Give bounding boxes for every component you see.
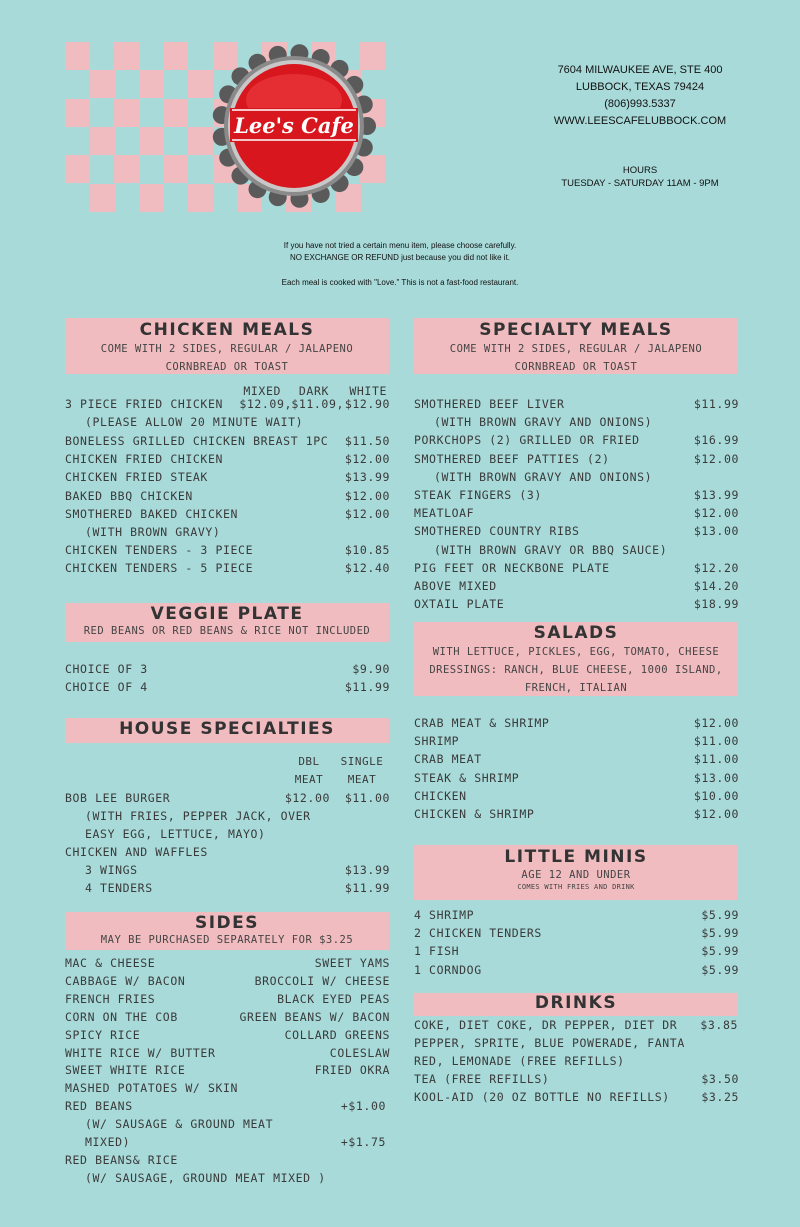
salad-item-name: SHRIMP	[414, 734, 460, 749]
drinks-soda-line-2: PEPPER, SPRITE, BLUE POWERADE, FANTA	[414, 1036, 685, 1050]
chicken-item-name: BONELESS GRILLED CHICKEN BREAST 1PC	[65, 434, 329, 448]
checker-square	[139, 70, 164, 98]
side-item-left: WHITE RICE W/ BUTTER	[65, 1045, 216, 1060]
specialty-meals-title: SPECIALTY MEALS	[479, 320, 673, 340]
salad-item-price: $12.00	[693, 807, 739, 821]
little-minis-sub-1: AGE 12 AND UNDER	[521, 869, 631, 881]
mini-item-name: 1 FISH	[414, 944, 460, 959]
salads-sub-1: WITH LETTUCE, PICKLES, EGG, TOMATO, CHEESE	[432, 646, 720, 658]
burger-desc-2: EASY EGG, LETTUCE, MAYO)	[85, 827, 266, 841]
specialty-item-price: $16.99	[693, 433, 739, 448]
fried-chicken-note: (PLEASE ALLOW 20 MINUTE WAIT)	[85, 415, 304, 429]
chicken-item-name: CHICKEN TENDERS - 5 PIECE	[65, 561, 254, 576]
notice-line-3: Each meal is cooked with "Love." This is not a fast-food restaurant.	[281, 278, 519, 287]
checker-square	[114, 155, 139, 183]
col-mixed-label: MIXED	[243, 384, 281, 398]
specialty-item-name: SMOTHERED COUNTRY RIBS	[414, 524, 580, 539]
checker-square	[90, 70, 115, 98]
side-red-beans-option-1: (W/ SAUSAGE & GROUND MEAT	[85, 1117, 274, 1131]
side-mashed-potatoes: MASHED POTATOES W/ SKIN	[65, 1081, 239, 1095]
side-red-beans: RED BEANS	[65, 1099, 133, 1113]
salad-item-price: $12.00	[693, 716, 739, 730]
drinks-title: DRINKS	[534, 993, 618, 1013]
drink-item-name: KOOL-AID (20 OZ BOTTLE NO REFILLS)	[414, 1090, 670, 1105]
chicken-item-name: BAKED BBQ CHICKEN	[65, 488, 193, 503]
address-line-1: 7604 MILWAUKEE AVE, STE 400	[557, 64, 723, 76]
sides-sub: MAY BE PURCHASED SEPARATELY FOR $3.25	[100, 934, 354, 946]
checker-square	[90, 127, 115, 155]
side-item-left: FRENCH FRIES	[65, 991, 156, 1006]
salad-item-name: CRAB MEAT & SHRIMP	[414, 716, 550, 730]
specialty-item-name: STEAK FINGERS (3)	[414, 488, 542, 502]
waffle-item-name: 3 WINGS	[85, 863, 138, 877]
hours-value: TUESDAY - SATURDAY 11AM - 9PM	[561, 178, 719, 189]
waffle-item-name: 4 TENDERS	[85, 881, 153, 896]
chicken-item-price: $12.40	[344, 561, 390, 576]
house-specialties-header	[65, 718, 389, 743]
mini-item-name: 2 CHICKEN TENDERS	[414, 926, 542, 941]
checker-square	[65, 155, 90, 183]
chicken-item-name: CHICKEN TENDERS - 3 PIECE	[65, 543, 254, 558]
little-minis-header	[414, 845, 738, 900]
specialty-item-price: $12.00	[693, 506, 739, 521]
salad-item-name: CHICKEN & SHRIMP	[414, 807, 535, 821]
chicken-item-price: $12.00	[344, 488, 390, 503]
specialty-item-price: $11.99	[693, 397, 739, 411]
salad-item-name: CHICKEN	[414, 788, 467, 803]
contact-block	[540, 62, 740, 130]
salad-item-price: $11.00	[693, 752, 739, 767]
salads-title: SALADS	[533, 623, 619, 643]
mini-item-price: $5.99	[701, 944, 739, 959]
checker-square	[139, 127, 164, 155]
specialty-item-name: (WITH BROWN GRAVY AND ONIONS)	[434, 415, 653, 430]
address-line-2: LUBBOCK, TEXAS 79424	[575, 81, 705, 93]
col-dbl-label-2: MEAT	[294, 773, 324, 786]
salads-sub-2: DRESSINGS: RANCH, BLUE CHEESE, 1000 ISLAND,	[429, 664, 723, 676]
logo-text: Lee's Cafe	[234, 113, 354, 138]
website-link[interactable]: WWW.LEESCAFELUBBOCK.COM	[553, 115, 727, 127]
mini-item-name: 4 SHRIMP	[414, 908, 475, 922]
salads-sub-3: FRENCH, ITALIAN	[524, 682, 628, 694]
side-red-beans-rice-option: (W/ SAUSAGE, GROUND MEAT MIXED )	[85, 1171, 326, 1185]
specialty-item-name: OXTAIL PLATE	[414, 597, 505, 612]
drinks-soda-price: $3.85	[700, 1018, 738, 1032]
drinks-soda-line-1: COKE, DIET COKE, DR PEPPER, DIET DR	[414, 1018, 678, 1032]
chicken-item-name: SMOTHERED BAKED CHICKEN	[65, 506, 239, 521]
salad-item-name: CRAB MEAT	[414, 752, 482, 767]
chicken-meals-sub-1: COME WITH 2 SIDES, REGULAR / JALAPENO	[100, 343, 354, 355]
checker-square	[90, 184, 115, 212]
col-single-label-2: MEAT	[347, 773, 377, 786]
salads-header	[414, 622, 738, 696]
side-item-left: SWEET WHITE RICE	[65, 1063, 186, 1078]
specialty-meals-sub-2: CORNBREAD OR TOAST	[514, 361, 638, 373]
veggie-plate-sub: RED BEANS OR RED BEANS & RICE NOT INCLUDED	[83, 625, 371, 637]
side-item-right: COLLARD GREENS	[284, 1027, 390, 1042]
burger-dbl-price: $12.00	[284, 791, 330, 805]
chicken-item-name: CHICKEN FRIED STEAK	[65, 470, 208, 485]
col-dark-label: DARK	[298, 384, 329, 398]
drink-item-price: $3.50	[701, 1072, 739, 1086]
chicken-meals-title: CHICKEN MEALS	[139, 320, 315, 340]
chicken-item-price: $10.85	[344, 543, 390, 558]
side-red-beans-rice: RED BEANS& RICE	[65, 1153, 178, 1167]
salad-item-price: $10.00	[693, 788, 739, 803]
side-item-right: SWEET YAMS	[314, 956, 390, 970]
salad-item-price: $11.00	[693, 734, 739, 749]
salad-item-name: STEAK & SHRIMP	[414, 770, 520, 785]
specialty-item-name: ABOVE MIXED	[414, 579, 497, 593]
specialty-item-price: $14.20	[693, 579, 739, 593]
specialty-item-price: $12.00	[693, 451, 739, 466]
side-item-left: SPICY RICE	[65, 1027, 141, 1042]
specialty-item-price: $12.20	[693, 560, 739, 575]
checker-square	[65, 99, 90, 127]
specialty-item-name: PORKCHOPS (2) GRILLED OR FRIED	[414, 433, 640, 448]
mini-item-price: $5.99	[701, 908, 739, 922]
fried-chicken-name: 3 PIECE FRIED CHICKEN	[65, 397, 223, 411]
side-item-right: BROCCOLI W/ CHEESE	[254, 973, 390, 988]
side-item-right: BLACK EYED PEAS	[277, 991, 390, 1006]
chicken-item-price: $12.00	[344, 506, 390, 521]
veggie-item-name: CHOICE OF 4	[65, 680, 148, 695]
col-white-label: WHITE	[349, 384, 387, 398]
side-item-left: CORN ON THE COB	[65, 1009, 178, 1024]
side-red-beans-option-2: MIXED)	[85, 1135, 131, 1149]
checker-square	[139, 184, 164, 212]
veggie-item-name: CHOICE OF 3	[65, 662, 148, 676]
notice-line-2: NO EXCHANGE OR REFUND just because you did not like it.	[289, 253, 511, 262]
checker-square	[114, 42, 139, 70]
side-item-right: FRIED OKRA	[314, 1063, 390, 1078]
side-item-left: CABBAGE W/ BACON	[65, 973, 186, 988]
chicken-item-name: (WITH BROWN GRAVY)	[85, 525, 221, 539]
chicken-item-price: $12.00	[344, 452, 390, 467]
checker-square	[163, 99, 188, 127]
sides-header	[65, 912, 389, 950]
hours-label: HOURS	[622, 165, 658, 176]
notice-line-1: If you have not tried a certain menu item, please choose carefully.	[283, 241, 517, 250]
checker-square	[114, 99, 139, 127]
fried-chicken-dark-price: $11.09,	[291, 397, 344, 411]
veggie-plate-header	[65, 603, 389, 642]
specialty-item-price: $13.00	[693, 524, 739, 539]
side-red-beans-option-2-price: +$1.75	[340, 1135, 386, 1149]
little-minis-sub-2: COMES WITH FRIES AND DRINK	[517, 883, 635, 891]
fried-chicken-white-price: $12.90	[344, 397, 390, 411]
chicken-item-price: $13.99	[344, 470, 390, 485]
specialty-item-name: PIG FEET OR NECKBONE PLATE	[414, 560, 610, 575]
drinks-header	[414, 993, 738, 1016]
checker-square	[163, 155, 188, 183]
specialty-item-name: (WITH BROWN GRAVY OR BBQ SAUCE)	[434, 542, 668, 557]
side-item-right: COLESLAW	[329, 1045, 390, 1060]
hours-block	[540, 164, 740, 190]
checker-square	[163, 42, 188, 70]
bottle-cap-logo	[208, 40, 380, 212]
mini-item-price: $5.99	[701, 962, 739, 977]
mini-item-price: $5.99	[701, 926, 739, 941]
specialty-item-price: $18.99	[693, 597, 739, 612]
chicken-waffles-name: CHICKEN AND WAFFLES	[65, 845, 208, 859]
specialty-item-name: (WITH BROWN GRAVY AND ONIONS)	[434, 469, 653, 484]
little-minis-title: LITTLE MINIS	[504, 847, 648, 867]
veggie-item-price: $11.99	[344, 680, 390, 695]
drink-item-name: TEA (FREE REFILLS)	[414, 1072, 550, 1086]
chicken-item-name: CHICKEN FRIED CHICKEN	[65, 452, 223, 467]
side-red-beans-price: +$1.00	[340, 1099, 386, 1113]
chicken-meals-header	[65, 318, 389, 374]
specialty-item-price: $13.99	[693, 488, 739, 502]
waffle-item-price: $13.99	[344, 863, 390, 877]
waffle-item-price: $11.99	[344, 881, 390, 896]
salad-item-price: $13.00	[693, 770, 739, 785]
specialty-item-name: SMOTHERED BEEF PATTIES (2)	[414, 451, 610, 466]
mini-item-name: 1 CORNDOG	[414, 962, 482, 977]
sides-title: SIDES	[194, 913, 260, 933]
side-item-right: GREEN BEANS W/ BACON	[239, 1009, 390, 1024]
veggie-item-price: $9.90	[352, 662, 390, 676]
chicken-item-price: $11.50	[344, 434, 390, 448]
col-dbl-label-1: DBL	[298, 755, 320, 768]
drinks-soda-line-3: RED, LEMONADE (FREE REFILLS)	[414, 1054, 625, 1068]
specialty-item-name: SMOTHERED BEEF LIVER	[414, 397, 565, 411]
fried-chicken-mixed-price: $12.09,	[239, 397, 292, 411]
checker-square	[65, 42, 90, 70]
phone-number: (806)993.5337	[604, 98, 676, 110]
burger-single-price: $11.00	[344, 791, 390, 805]
specialty-meals-header	[414, 318, 738, 374]
veggie-plate-title: VEGGIE PLATE	[150, 604, 304, 624]
col-single-label-1: SINGLE	[340, 755, 384, 768]
chicken-meals-sub-2: CORNBREAD OR TOAST	[165, 361, 289, 373]
burger-desc-1: (WITH FRIES, PEPPER JACK, OVER	[85, 809, 311, 823]
specialty-item-name: MEATLOAF	[414, 506, 475, 521]
drink-item-price: $3.25	[701, 1090, 739, 1105]
house-specialties-title: HOUSE SPECIALTIES	[119, 719, 335, 739]
specialty-meals-sub-1: COME WITH 2 SIDES, REGULAR / JALAPENO	[449, 343, 703, 355]
burger-name: BOB LEE BURGER	[65, 791, 171, 805]
side-item-left: MAC & CHEESE	[65, 956, 156, 970]
